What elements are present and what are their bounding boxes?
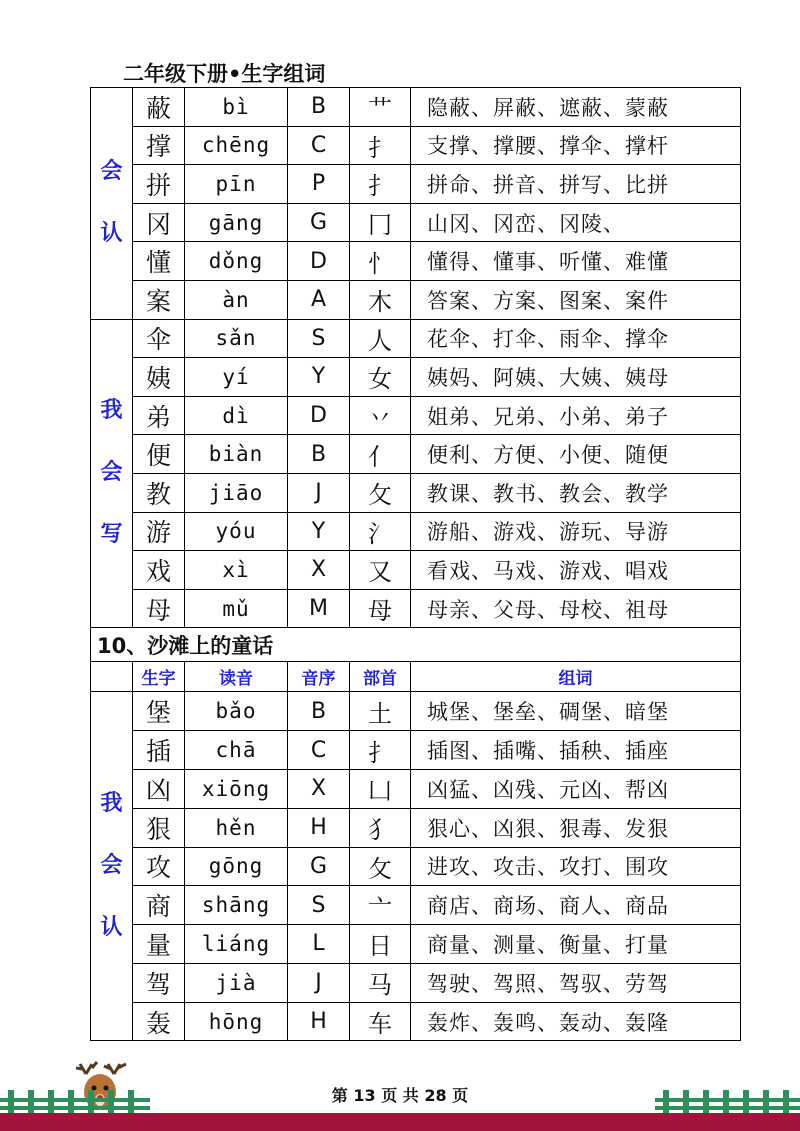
initial-cell: A bbox=[288, 280, 350, 319]
lesson-title: 10、沙滩上的童话 bbox=[91, 628, 741, 662]
words-cell: 看戏、马戏、游戏、唱戏 bbox=[411, 551, 741, 590]
words-cell: 驾驶、驾照、驾驭、劳驾 bbox=[411, 963, 741, 1002]
words-cell: 支撑、撑腰、撑伞、撑杆 bbox=[411, 126, 741, 165]
character-cell: 教 bbox=[133, 473, 185, 512]
character-cell: 堡 bbox=[133, 692, 185, 731]
initial-cell: H bbox=[288, 808, 350, 847]
words-cell: 隐蔽、屏蔽、遮蔽、蒙蔽 bbox=[411, 88, 741, 127]
character-cell: 游 bbox=[133, 512, 185, 551]
pinyin-cell: liáng bbox=[185, 925, 288, 964]
words-cell: 答案、方案、图案、案件 bbox=[411, 280, 741, 319]
character-cell: 凶 bbox=[133, 769, 185, 808]
character-cell: 攻 bbox=[133, 847, 185, 886]
radical-cell: 扌 bbox=[350, 731, 411, 770]
radical-cell: 日 bbox=[350, 925, 411, 964]
table-row bbox=[91, 1002, 741, 1041]
category-char: 认 bbox=[100, 221, 123, 247]
initial-cell: B bbox=[288, 692, 350, 731]
character-cell: 懂 bbox=[133, 242, 185, 281]
table-row bbox=[91, 126, 741, 165]
character-cell: 伞 bbox=[133, 319, 185, 358]
radical-cell: 亠 bbox=[350, 886, 411, 925]
character-cell: 便 bbox=[133, 435, 185, 474]
category-char: 我 bbox=[100, 791, 123, 817]
character-cell: 拼 bbox=[133, 165, 185, 204]
radical-cell: 冂 bbox=[350, 203, 411, 242]
initial-cell: G bbox=[288, 847, 350, 886]
words-cell: 凶猛、凶残、元凶、帮凶 bbox=[411, 769, 741, 808]
character-cell: 量 bbox=[133, 925, 185, 964]
column-header-pinyin: 读音 bbox=[185, 662, 288, 692]
words-cell: 游船、游戏、游玩、导游 bbox=[411, 512, 741, 551]
pinyin-cell: chā bbox=[185, 731, 288, 770]
table-row bbox=[91, 319, 741, 358]
pinyin-cell: dì bbox=[185, 396, 288, 435]
radical-cell: 攵 bbox=[350, 473, 411, 512]
table-row bbox=[91, 396, 741, 435]
radical-cell: 木 bbox=[350, 280, 411, 319]
character-table-body bbox=[91, 88, 741, 1041]
character-cell: 姨 bbox=[133, 358, 185, 397]
words-cell: 教课、教书、教会、教学 bbox=[411, 473, 741, 512]
initial-cell: H bbox=[288, 1002, 350, 1041]
table-row bbox=[91, 280, 741, 319]
table-row bbox=[91, 203, 741, 242]
character-cell: 轰 bbox=[133, 1002, 185, 1041]
character-cell: 母 bbox=[133, 589, 185, 628]
initial-cell: S bbox=[288, 319, 350, 358]
radical-cell: 马 bbox=[350, 963, 411, 1002]
radical-cell: 扌 bbox=[350, 126, 411, 165]
category-label bbox=[91, 88, 133, 320]
column-header-char: 生字 bbox=[133, 662, 185, 692]
table-row bbox=[91, 88, 741, 127]
table-row bbox=[91, 165, 741, 204]
initial-cell: L bbox=[288, 925, 350, 964]
category-label bbox=[91, 319, 133, 628]
radical-cell: 又 bbox=[350, 551, 411, 590]
pinyin-cell: yóu bbox=[185, 512, 288, 551]
table-row bbox=[91, 963, 741, 1002]
table-row bbox=[91, 589, 741, 628]
category-char: 会 bbox=[100, 159, 123, 185]
radical-cell: 人 bbox=[350, 319, 411, 358]
words-cell: 轰炸、轰鸣、轰动、轰隆 bbox=[411, 1002, 741, 1041]
column-header-words: 组词 bbox=[411, 662, 741, 692]
category-char: 会 bbox=[100, 460, 123, 486]
words-cell: 进攻、攻击、攻打、围攻 bbox=[411, 847, 741, 886]
pinyin-cell: hōng bbox=[185, 1002, 288, 1041]
pinyin-cell: yí bbox=[185, 358, 288, 397]
pinyin-cell: bǎo bbox=[185, 692, 288, 731]
pinyin-cell: jià bbox=[185, 963, 288, 1002]
radical-cell: 攵 bbox=[350, 847, 411, 886]
radical-cell: 忄 bbox=[350, 242, 411, 281]
table-row bbox=[91, 692, 741, 731]
pinyin-cell: pīn bbox=[185, 165, 288, 204]
table-row bbox=[91, 769, 741, 808]
character-cell: 蔽 bbox=[133, 88, 185, 127]
initial-cell: J bbox=[288, 963, 350, 1002]
pinyin-cell: xì bbox=[185, 551, 288, 590]
column-header-radical: 部首 bbox=[350, 662, 411, 692]
character-cell: 插 bbox=[133, 731, 185, 770]
words-cell: 姐弟、兄弟、小弟、弟子 bbox=[411, 396, 741, 435]
pinyin-cell: dǒng bbox=[185, 242, 288, 281]
words-cell: 拼命、拼音、拼写、比拼 bbox=[411, 165, 741, 204]
initial-cell: M bbox=[288, 589, 350, 628]
category-char: 会 bbox=[100, 853, 123, 879]
words-cell: 山冈、冈峦、冈陵、 bbox=[411, 203, 741, 242]
pinyin-cell: xiōng bbox=[185, 769, 288, 808]
initial-cell: D bbox=[288, 396, 350, 435]
pinyin-cell: mǔ bbox=[185, 589, 288, 628]
initial-cell: B bbox=[288, 88, 350, 127]
table-row bbox=[91, 808, 741, 847]
pinyin-cell: jiāo bbox=[185, 473, 288, 512]
header-blank-cell bbox=[91, 662, 133, 692]
radical-cell: 犭 bbox=[350, 808, 411, 847]
words-cell: 狠心、凶狠、狠毒、发狠 bbox=[411, 808, 741, 847]
character-cell: 戏 bbox=[133, 551, 185, 590]
radical-cell: 车 bbox=[350, 1002, 411, 1041]
bottom-bar bbox=[0, 1113, 800, 1131]
category-label bbox=[91, 692, 133, 1041]
words-cell: 商量、测量、衡量、打量 bbox=[411, 925, 741, 964]
words-cell: 姨妈、阿姨、大姨、姨母 bbox=[411, 358, 741, 397]
column-header-row bbox=[91, 662, 741, 692]
radical-cell: 母 bbox=[350, 589, 411, 628]
initial-cell: Y bbox=[288, 512, 350, 551]
initial-cell: P bbox=[288, 165, 350, 204]
character-cell: 弟 bbox=[133, 396, 185, 435]
initial-cell: X bbox=[288, 769, 350, 808]
pinyin-cell: chēng bbox=[185, 126, 288, 165]
character-cell: 案 bbox=[133, 280, 185, 319]
initial-cell: S bbox=[288, 886, 350, 925]
radical-cell: 氵 bbox=[350, 512, 411, 551]
table-row bbox=[91, 358, 741, 397]
radical-cell: 土 bbox=[350, 692, 411, 731]
pinyin-cell: sǎn bbox=[185, 319, 288, 358]
radical-cell: 丷 bbox=[350, 396, 411, 435]
words-cell: 城堡、堡垒、碉堡、暗堡 bbox=[411, 692, 741, 731]
table-row bbox=[91, 435, 741, 474]
words-cell: 花伞、打伞、雨伞、撑伞 bbox=[411, 319, 741, 358]
words-cell: 懂得、懂事、听懂、难懂 bbox=[411, 242, 741, 281]
character-table bbox=[90, 87, 741, 1041]
table-row bbox=[91, 886, 741, 925]
character-cell: 冈 bbox=[133, 203, 185, 242]
initial-cell: G bbox=[288, 203, 350, 242]
words-cell: 母亲、父母、母校、祖母 bbox=[411, 589, 741, 628]
words-cell: 插图、插嘴、插秧、插座 bbox=[411, 731, 741, 770]
radical-cell: 艹 bbox=[350, 88, 411, 127]
page-title: 二年级下册•生字组词 bbox=[123, 62, 326, 86]
initial-cell: C bbox=[288, 126, 350, 165]
table-row bbox=[91, 847, 741, 886]
initial-cell: Y bbox=[288, 358, 350, 397]
pinyin-cell: àn bbox=[185, 280, 288, 319]
table-row bbox=[91, 551, 741, 590]
pinyin-cell: biàn bbox=[185, 435, 288, 474]
table-row bbox=[91, 512, 741, 551]
words-cell: 商店、商场、商人、商品 bbox=[411, 886, 741, 925]
radical-cell: 凵 bbox=[350, 769, 411, 808]
table-row bbox=[91, 473, 741, 512]
radical-cell: 亻 bbox=[350, 435, 411, 474]
table-row bbox=[91, 242, 741, 281]
initial-cell: B bbox=[288, 435, 350, 474]
table-row bbox=[91, 731, 741, 770]
column-header-initial: 音序 bbox=[288, 662, 350, 692]
category-char: 认 bbox=[100, 915, 123, 941]
words-cell: 便利、方便、小便、随便 bbox=[411, 435, 741, 474]
radical-cell: 女 bbox=[350, 358, 411, 397]
character-cell: 狠 bbox=[133, 808, 185, 847]
pinyin-cell: bì bbox=[185, 88, 288, 127]
initial-cell: X bbox=[288, 551, 350, 590]
pinyin-cell: shāng bbox=[185, 886, 288, 925]
pinyin-cell: gōng bbox=[185, 847, 288, 886]
character-cell: 撑 bbox=[133, 126, 185, 165]
category-char: 写 bbox=[100, 522, 123, 548]
initial-cell: C bbox=[288, 731, 350, 770]
pinyin-cell: gāng bbox=[185, 203, 288, 242]
initial-cell: D bbox=[288, 242, 350, 281]
table-row bbox=[91, 925, 741, 964]
category-char: 我 bbox=[100, 398, 123, 424]
character-cell: 商 bbox=[133, 886, 185, 925]
pinyin-cell: hěn bbox=[185, 808, 288, 847]
page-number: 第 13 页 共 28 页 bbox=[331, 1086, 469, 1105]
initial-cell: J bbox=[288, 473, 350, 512]
radical-cell: 扌 bbox=[350, 165, 411, 204]
lesson-title-row bbox=[91, 628, 741, 662]
character-cell: 驾 bbox=[133, 963, 185, 1002]
